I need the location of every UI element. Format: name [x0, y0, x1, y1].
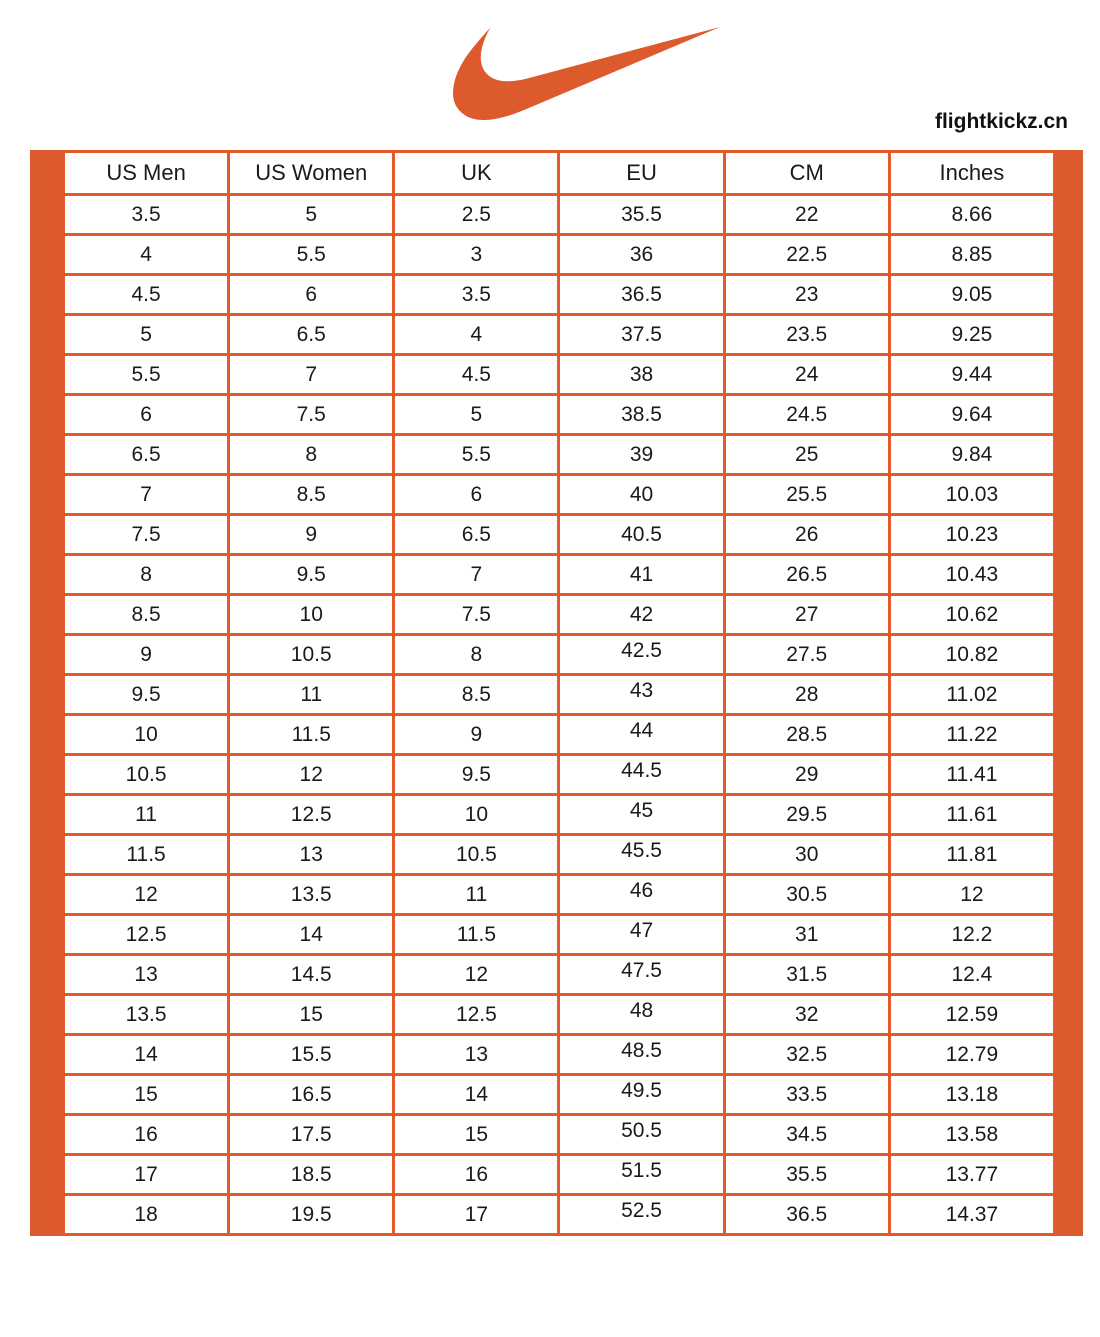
table-cell: 11: [229, 675, 394, 715]
table-cell: 42.5: [559, 635, 724, 675]
table-cell: 6: [64, 395, 229, 435]
table-cell: 10: [229, 595, 394, 635]
table-cell: 10.23: [889, 515, 1054, 555]
table-cell: 36.5: [724, 1195, 889, 1235]
table-cell: 3.5: [64, 195, 229, 235]
table-cell: 10.43: [889, 555, 1054, 595]
table-cell: 32.5: [724, 1035, 889, 1075]
table-cell: 12.5: [64, 915, 229, 955]
table-row: [64, 395, 1055, 435]
table-cell: 8.66: [889, 195, 1054, 235]
table-body: [64, 195, 1055, 1235]
table-cell: 42: [559, 595, 724, 635]
table-row: [64, 555, 1055, 595]
table-cell: 7.5: [229, 395, 394, 435]
table-cell: 15: [229, 995, 394, 1035]
table-cell: 5.5: [64, 355, 229, 395]
table-cell: 10.03: [889, 475, 1054, 515]
table-cell: 8.5: [229, 475, 394, 515]
table-row: [64, 315, 1055, 355]
table-cell: 5: [64, 315, 229, 355]
table-row: [64, 755, 1055, 795]
table-cell: 14: [394, 1075, 559, 1115]
table-cell: 6.5: [64, 435, 229, 475]
table-cell: 28: [724, 675, 889, 715]
nike-swoosh-icon: [453, 27, 720, 120]
table-cell: 36.5: [559, 275, 724, 315]
table-cell: 2.5: [394, 195, 559, 235]
table-cell: 12.2: [889, 915, 1054, 955]
table-cell: 9: [64, 635, 229, 675]
table-cell: 18.5: [229, 1155, 394, 1195]
table-cell: 6.5: [394, 515, 559, 555]
table-cell: 33.5: [724, 1075, 889, 1115]
table-cell: 13.77: [889, 1155, 1054, 1195]
table-cell: 12.5: [229, 795, 394, 835]
table-cell: 4: [394, 315, 559, 355]
table-cell: 6.5: [229, 315, 394, 355]
table-cell: 49.5: [559, 1075, 724, 1115]
table-cell: 26: [724, 515, 889, 555]
table-cell: 31.5: [724, 955, 889, 995]
table-cell: 12.4: [889, 955, 1054, 995]
table-cell: 6: [394, 475, 559, 515]
table-cell: 23.5: [724, 315, 889, 355]
table-cell: 27: [724, 595, 889, 635]
table-cell: 9.05: [889, 275, 1054, 315]
table-cell: 7: [64, 475, 229, 515]
table-cell: 44.5: [559, 755, 724, 795]
watermark-text: flightkickz.cn: [934, 110, 1068, 133]
table-cell: 5.5: [229, 235, 394, 275]
table-cell: 45: [559, 795, 724, 835]
table-cell: 9.64: [889, 395, 1054, 435]
table-cell: 8.85: [889, 235, 1054, 275]
table-cell: 40: [559, 475, 724, 515]
table-cell: 11.61: [889, 795, 1054, 835]
table-cell: 48: [559, 995, 724, 1035]
table-cell: 13: [394, 1035, 559, 1075]
table-cell: 12: [394, 955, 559, 995]
table-cell: 12.59: [889, 995, 1054, 1035]
table-cell: 10.62: [889, 595, 1054, 635]
table-cell: 9: [394, 715, 559, 755]
table-cell: 10.5: [64, 755, 229, 795]
table-cell: 12.5: [394, 995, 559, 1035]
table-cell: 26.5: [724, 555, 889, 595]
table-cell: 30: [724, 835, 889, 875]
table-cell: 11.22: [889, 715, 1054, 755]
table-cell: 43: [559, 675, 724, 715]
table-cell: 10.82: [889, 635, 1054, 675]
table-cell: 24: [724, 355, 889, 395]
table-cell: 13.58: [889, 1115, 1054, 1155]
table-cell: 51.5: [559, 1155, 724, 1195]
table-cell: 38: [559, 355, 724, 395]
table-cell: 45.5: [559, 835, 724, 875]
table-cell: 46: [559, 875, 724, 915]
table-row: [64, 875, 1055, 915]
table-cell: 14: [229, 915, 394, 955]
table-cell: 30.5: [724, 875, 889, 915]
table-cell: 4.5: [64, 275, 229, 315]
table-cell: 29: [724, 755, 889, 795]
table-cell: 27.5: [724, 635, 889, 675]
table-cell: 7.5: [64, 515, 229, 555]
column-header: US Women: [229, 152, 394, 195]
table-cell: 9.5: [394, 755, 559, 795]
table-cell: 11.5: [394, 915, 559, 955]
table-cell: 44: [559, 715, 724, 755]
table-row: [64, 235, 1055, 275]
table-cell: 13.18: [889, 1075, 1054, 1115]
table-cell: 38.5: [559, 395, 724, 435]
table-cell: 47.5: [559, 955, 724, 995]
table-cell: 11.41: [889, 755, 1054, 795]
table-cell: 13.5: [64, 995, 229, 1035]
size-chart-table: [62, 150, 1056, 1236]
table-row: [64, 995, 1055, 1035]
table-cell: 10.5: [394, 835, 559, 875]
table-cell: 35.5: [559, 195, 724, 235]
column-header: UK: [394, 152, 559, 195]
table-cell: 4.5: [394, 355, 559, 395]
table-cell: 11.81: [889, 835, 1054, 875]
table-cell: 19.5: [229, 1195, 394, 1235]
table-cell: 6: [229, 275, 394, 315]
table-cell: 5: [229, 195, 394, 235]
table-cell: 25.5: [724, 475, 889, 515]
table-row: [64, 475, 1055, 515]
table-cell: 9.44: [889, 355, 1054, 395]
table-row: [64, 355, 1055, 395]
table-cell: 16.5: [229, 1075, 394, 1115]
table-cell: 31: [724, 915, 889, 955]
table-cell: 7: [229, 355, 394, 395]
size-chart-section: [30, 150, 1083, 1236]
column-header: Inches: [889, 152, 1054, 195]
table-cell: 13: [64, 955, 229, 995]
table-cell: 9.25: [889, 315, 1054, 355]
table-cell: 3: [394, 235, 559, 275]
table-cell: 10: [394, 795, 559, 835]
table-cell: 12: [889, 875, 1054, 915]
table-row: [64, 195, 1055, 235]
table-row: [64, 795, 1055, 835]
table-cell: 17: [64, 1155, 229, 1195]
right-accent-bar: [1056, 150, 1083, 1236]
table-row: [64, 275, 1055, 315]
table-row: [64, 515, 1055, 555]
table-cell: 18: [64, 1195, 229, 1235]
table-cell: 8: [229, 435, 394, 475]
table-row: [64, 595, 1055, 635]
table-cell: 9: [229, 515, 394, 555]
table-cell: 8: [64, 555, 229, 595]
table-cell: 48.5: [559, 1035, 724, 1075]
table-cell: 15.5: [229, 1035, 394, 1075]
table-cell: 40.5: [559, 515, 724, 555]
table-cell: 9.5: [229, 555, 394, 595]
table-row: [64, 1155, 1055, 1195]
table-cell: 11.5: [229, 715, 394, 755]
table-cell: 28.5: [724, 715, 889, 755]
table-row: [64, 1195, 1055, 1235]
table-cell: 7.5: [394, 595, 559, 635]
table-cell: 10.5: [229, 635, 394, 675]
table-row: [64, 1035, 1055, 1075]
table-cell: 10: [64, 715, 229, 755]
table-cell: 39: [559, 435, 724, 475]
table-cell: 9.84: [889, 435, 1054, 475]
table-cell: 22: [724, 195, 889, 235]
table-cell: 50.5: [559, 1115, 724, 1155]
table-cell: 8.5: [64, 595, 229, 635]
table-row: [64, 715, 1055, 755]
table-cell: 5.5: [394, 435, 559, 475]
table-cell: 11: [394, 875, 559, 915]
table-cell: 34.5: [724, 1115, 889, 1155]
table-cell: 9.5: [64, 675, 229, 715]
table-cell: 14.5: [229, 955, 394, 995]
table-cell: 41: [559, 555, 724, 595]
table-cell: 15: [64, 1075, 229, 1115]
table-cell: 11: [64, 795, 229, 835]
table-cell: 13: [229, 835, 394, 875]
table-cell: 17: [394, 1195, 559, 1235]
table-cell: 16: [394, 1155, 559, 1195]
table-cell: 5: [394, 395, 559, 435]
left-accent-bar: [30, 150, 62, 1236]
table-cell: 17.5: [229, 1115, 394, 1155]
column-header: EU: [559, 152, 724, 195]
table-cell: 8.5: [394, 675, 559, 715]
table-cell: 36: [559, 235, 724, 275]
table-cell: 47: [559, 915, 724, 955]
table-cell: 32: [724, 995, 889, 1035]
table-row: [64, 635, 1055, 675]
table-cell: 3.5: [394, 275, 559, 315]
table-row: [64, 435, 1055, 475]
column-header: US Men: [64, 152, 229, 195]
table-cell: 4: [64, 235, 229, 275]
table-row: [64, 675, 1055, 715]
table-cell: 11.5: [64, 835, 229, 875]
table-cell: 16: [64, 1115, 229, 1155]
table-cell: 13.5: [229, 875, 394, 915]
table-row: [64, 1075, 1055, 1115]
table-cell: 12: [229, 755, 394, 795]
table-cell: 24.5: [724, 395, 889, 435]
table-cell: 23: [724, 275, 889, 315]
table-row: [64, 915, 1055, 955]
table-cell: 12.79: [889, 1035, 1054, 1075]
table-cell: 22.5: [724, 235, 889, 275]
table-cell: 8: [394, 635, 559, 675]
table-cell: 12: [64, 875, 229, 915]
table-cell: 7: [394, 555, 559, 595]
table-cell: 11.02: [889, 675, 1054, 715]
table-cell: 14: [64, 1035, 229, 1075]
column-header: CM: [724, 152, 889, 195]
table-cell: 52.5: [559, 1195, 724, 1235]
table-row: [64, 955, 1055, 995]
table-cell: 14.37: [889, 1195, 1054, 1235]
table-cell: 29.5: [724, 795, 889, 835]
table-cell: 25: [724, 435, 889, 475]
table-cell: 35.5: [724, 1155, 889, 1195]
table-row: [64, 835, 1055, 875]
table-cell: 15: [394, 1115, 559, 1155]
table-header-row: [64, 152, 1055, 195]
table-row: [64, 1115, 1055, 1155]
table-cell: 37.5: [559, 315, 724, 355]
